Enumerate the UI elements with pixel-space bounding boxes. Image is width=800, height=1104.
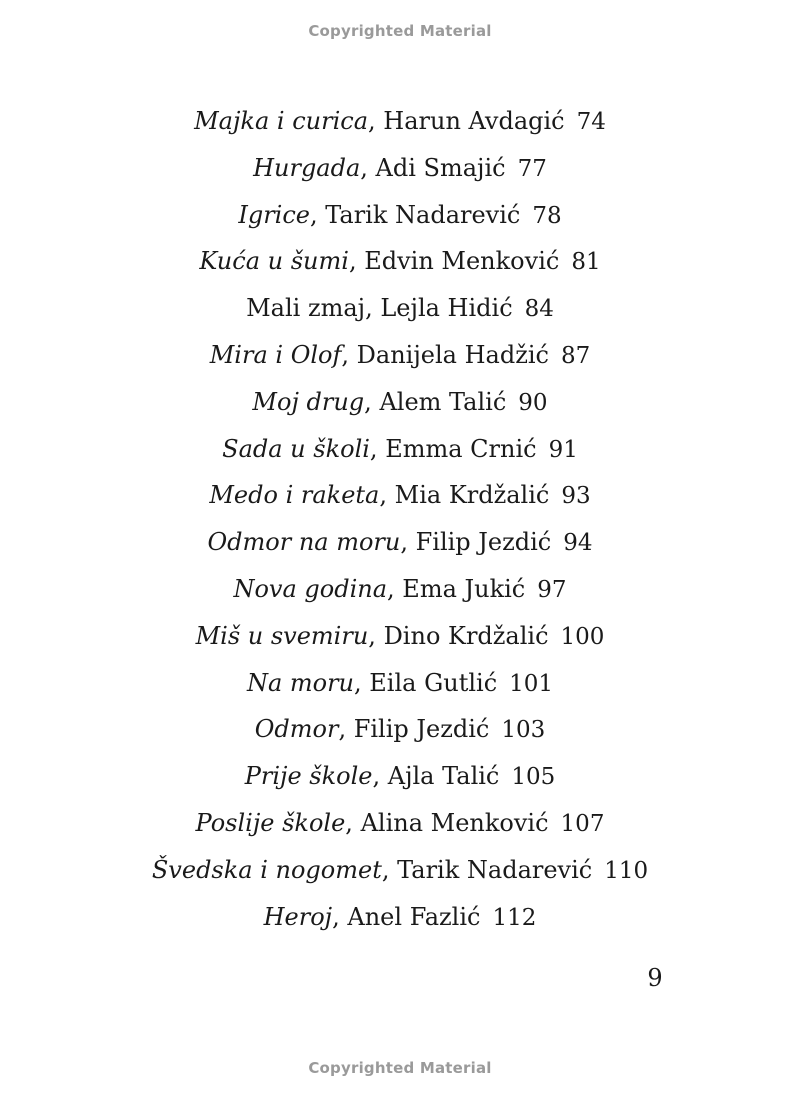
toc-entry [0, 894, 800, 941]
table-of-contents [0, 98, 800, 940]
toc-entry-separator: , [400, 528, 416, 557]
toc-entry [0, 426, 800, 473]
toc-entry [0, 613, 800, 660]
toc-entry-author: Adi Smajić [375, 153, 506, 182]
watermark-top: Copyrighted Material [308, 22, 492, 40]
toc-entry-title: Medo i raketa [209, 481, 380, 510]
toc-entry [0, 519, 800, 566]
toc-entry-author: Edvin Menković [364, 247, 560, 276]
toc-entry [0, 472, 800, 519]
toc-entry-separator: , [360, 153, 376, 182]
toc-entry-author: Eila Gutlić [369, 668, 498, 697]
toc-entry-page: 105 [511, 764, 556, 791]
toc-entry-page: 94 [563, 530, 593, 557]
toc-entry-title: Prije škole [244, 762, 373, 791]
watermark-bottom: Copyrighted Material [308, 1059, 492, 1077]
toc-entry-separator: , [364, 387, 380, 416]
toc-entry-title: Miš u svemiru [195, 621, 369, 650]
page-number: 9 [647, 964, 663, 992]
toc-entry-page: 97 [537, 576, 567, 603]
toc-entry [0, 98, 800, 145]
toc-entry-author: Tarik Nadarević [397, 855, 593, 884]
toc-entry-title: Igrice [238, 200, 310, 229]
toc-entry-page: 91 [548, 436, 578, 463]
toc-entry-title: Na moru [246, 668, 355, 697]
toc-entry-separator: , [372, 762, 388, 791]
toc-entry-title: Mali zmaj [246, 294, 366, 323]
toc-entry-author: Anel Fazlić [347, 902, 481, 931]
toc-entry-title: Kuća u šumi [199, 247, 349, 276]
toc-entry-separator: , [368, 107, 384, 135]
toc-entry [0, 192, 800, 239]
toc-entry-page: 112 [492, 904, 537, 931]
toc-entry [0, 753, 800, 800]
toc-entry [0, 660, 800, 707]
toc-entry-title: Poslije škole [195, 808, 346, 837]
toc-entry-author: Ajla Talić [387, 762, 500, 791]
toc-entry-title: Nova godina [233, 574, 388, 603]
toc-entry-author: Ema Jukić [402, 574, 526, 603]
toc-entry [0, 847, 800, 894]
toc-entry-page: 103 [501, 717, 546, 744]
toc-entry-page: 90 [518, 389, 548, 416]
toc-entry [0, 566, 800, 613]
toc-entry-separator: , [309, 200, 326, 229]
toc-entry-separator: , [369, 434, 386, 463]
toc-entry-author: Mia Krdžalić [394, 481, 550, 510]
toc-entry [0, 145, 800, 192]
toc-entry-author: Filip Jezdić [353, 715, 490, 744]
toc-entry-title: Sada u školi [222, 434, 370, 463]
toc-entry-page: 101 [509, 670, 554, 697]
toc-entry-page: 77 [517, 155, 547, 182]
toc-entry-separator: , [338, 715, 354, 744]
toc-entry-page: 81 [571, 249, 601, 276]
toc-entry [0, 800, 800, 847]
toc-entry-title: Odmor [254, 715, 339, 744]
toc-entry-author: Lejla Hidić [380, 294, 513, 323]
toc-entry-author: Alina Menković [360, 808, 549, 837]
toc-entry [0, 238, 800, 285]
toc-entry-author: Filip Jezdić [415, 528, 552, 557]
toc-entry [0, 332, 800, 379]
toc-entry-page: 100 [560, 623, 605, 650]
toc-entry-author: Dino Krdžalić [383, 621, 549, 650]
toc-entry-separator: , [332, 902, 348, 931]
toc-entry-page: 93 [561, 483, 591, 510]
toc-entry-title: Moj drug [252, 387, 365, 416]
toc-entry-title: Heroj [263, 902, 333, 931]
toc-entry-separator: , [368, 621, 384, 650]
toc-entry-title: Odmor na moru [207, 528, 401, 557]
toc-entry-separator: , [345, 808, 361, 837]
toc-entry-page: 87 [560, 342, 591, 369]
toc-entry-separator: , [354, 668, 370, 697]
toc-entry [0, 706, 800, 753]
toc-entry-separator: , [381, 855, 398, 884]
toc-entry-title: Hurgada [253, 153, 361, 182]
toc-entry-separator: , [379, 481, 395, 510]
toc-entry-author: Danijela Hadžić [356, 340, 549, 369]
toc-entry-title: Majka i curica [194, 107, 369, 135]
toc-entry-author: Harun Avdagić [383, 107, 565, 135]
toc-entry-separator: , [348, 247, 365, 276]
toc-entry-separator: , [365, 294, 381, 323]
toc-entry-page: 84 [524, 296, 554, 323]
toc-entry-author: Tarik Nadarević [325, 200, 521, 229]
toc-entry [0, 379, 800, 426]
toc-entry-author: Alem Talić [379, 387, 507, 416]
toc-entry [0, 285, 800, 332]
toc-entry-title: Švedska i nogomet [151, 855, 382, 884]
toc-entry-page: 107 [560, 810, 605, 837]
toc-entry-page: 78 [532, 202, 562, 229]
toc-entry-title: Mira i Olof [209, 340, 342, 369]
toc-entry-page: 74 [576, 109, 606, 135]
toc-entry-separator: , [341, 340, 357, 369]
toc-entry-page: 110 [604, 857, 649, 884]
toc-entry-separator: , [387, 574, 403, 603]
toc-entry-author: Emma Crnić [385, 434, 537, 463]
